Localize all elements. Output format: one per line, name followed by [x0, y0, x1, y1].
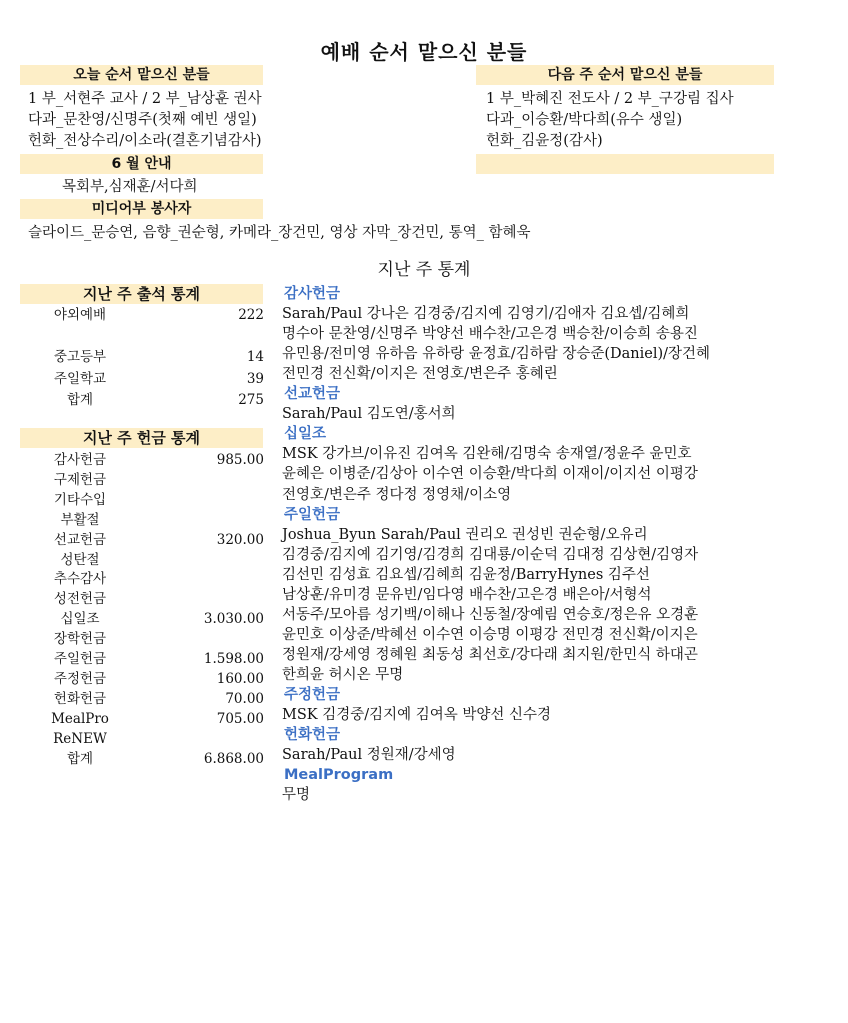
next-week-line: 헌화_김윤정(감사)	[486, 133, 603, 149]
stat-label: 합계	[66, 750, 94, 767]
stat-label: 헌화헌금	[53, 690, 107, 707]
donor-group-heading: MealProgram	[284, 767, 394, 784]
stat-value: 222	[238, 307, 264, 323]
donor-line: Joshua_Byun Sarah/Paul 권리오 권성빈 권순형/오유리	[282, 526, 648, 543]
stat-value: 6.868.00	[203, 750, 264, 767]
stat-label: 성전헌금	[53, 591, 107, 608]
donor-line: 정원재/강세영 정혜원 최동성 최선호/강다래 최지원/한민식 하대곤	[282, 646, 698, 663]
next-week-empty-bar	[476, 154, 774, 174]
donor-line: 윤민호 이상준/박혜선 이수연 이승명 이평강 전민경 전신확/이지은	[282, 626, 698, 643]
stat-label: ReNEW	[53, 730, 107, 747]
donor-group-heading: 십일조	[284, 426, 327, 443]
june-line: 목회부,심재훈/서다희	[62, 179, 198, 195]
donor-line: 명수아 문찬영/신명주 박양선 배수찬/고은경 백승찬/이승희 송용진	[282, 326, 698, 343]
donor-group-heading: 감사헌금	[284, 286, 341, 302]
donor-line: 전민경 전신확/이지은 전영호/변은주 홍혜린	[282, 366, 558, 383]
stat-label: 주일학교	[53, 370, 107, 387]
stat-value: 705.00	[216, 710, 264, 727]
donor-group-heading: 선교헌금	[284, 386, 341, 403]
stat-value: 1.598.00	[203, 651, 264, 667]
stat-label: 합계	[66, 391, 94, 408]
today-line: 헌화_전상수리/이소라(결혼기념감사)	[28, 133, 262, 149]
stat-label: 감사헌금	[53, 452, 107, 468]
media-line: 슬라이드_문승연, 음향_권순형, 카메라_장건민, 영상 자막_장건민, 통역_ 함혜욱	[28, 225, 531, 241]
stat-label: 기타수입	[53, 491, 107, 508]
stat-label: 중고등부	[53, 349, 107, 366]
stat-value: 320.00	[216, 531, 264, 548]
stat-label: 부활절	[60, 511, 100, 528]
next-week-line: 1 부_박혜진 전도사 / 2 부_구강림 집사	[486, 91, 734, 107]
donor-line: 김경중/김지예 김기영/김경희 김대룡/이순덕 김대정 김상현/김영자	[282, 546, 699, 563]
donor-line: Sarah/Paul 강나은 김경중/김지예 김영기/김애자 김요셉/김혜희	[282, 306, 690, 323]
donor-line: 한희윤 허시온 무명	[282, 666, 404, 683]
donor-line: 서동주/모아름 성기백/이해나 신동철/장예림 연승호/정은유 오경훈	[282, 606, 699, 623]
media-header: 미디어부 봉사자	[20, 199, 263, 219]
stat-label: 성탄절	[60, 551, 100, 568]
stat-label: MealPro	[51, 710, 109, 727]
next-week-header: 다음 주 순서 맡으신 분들	[476, 65, 774, 85]
stat-label: 선교헌금	[53, 531, 107, 548]
stat-label: 추수감사	[53, 571, 107, 588]
today-line: 1 부_서현주 교사 / 2 부_남상훈 권사	[28, 91, 262, 107]
stat-value: 275	[238, 391, 264, 408]
page-title: 예배 순서 맡으신 분들	[320, 40, 528, 64]
donor-line: 전영호/변은주 정다정 정영채/이소영	[282, 486, 512, 503]
stat-label: 주일헌금	[53, 651, 107, 667]
stat-value: 160.00	[216, 670, 264, 687]
donor-line: 김선민 김성효 김요셉/김혜희 김윤정/BarryHynes 김주선	[282, 566, 650, 583]
stat-value: 14	[246, 349, 264, 366]
next-week-line: 다과_이승환/박다희(유수 생일)	[486, 112, 683, 128]
donor-line: MSK 강가브/이유진 김여옥 김완해/김명숙 송재열/정윤주 윤민호	[282, 446, 692, 463]
attendance-header: 지난 주 출석 통계	[20, 284, 263, 304]
stat-label: 십일조	[60, 611, 100, 628]
today-line: 다과_문찬영/신명주(첫째 예빈 생일)	[28, 112, 257, 128]
stat-value: 70.00	[225, 690, 264, 707]
stat-value: 39	[246, 370, 264, 387]
donor-line: 윤혜은 이병준/김상아 이수연 이승환/박다희 이재이/이지선 이평강	[282, 466, 698, 483]
donor-line: 남상훈/유미경 문유빈/임다영 배수찬/고은경 배은아/서형석	[282, 586, 652, 603]
today-header: 오늘 순서 맡으신 분들	[20, 65, 263, 85]
donor-line: Sarah/Paul 김도연/홍서희	[282, 406, 456, 423]
stat-label: 야외예배	[53, 307, 107, 323]
donor-line: Sarah/Paul 정원재/강세영	[282, 747, 456, 764]
stat-label: 주정헌금	[53, 670, 107, 687]
stat-label: 구제헌금	[53, 471, 107, 488]
donor-line: MSK 김경중/김지예 김여옥 박양선 신수경	[282, 707, 552, 724]
donor-line: 유민용/전미영 유하음 유하랑 윤정효/김하람 장승준(Daniel)/장건혜	[282, 346, 711, 363]
donor-group-heading: 주정헌금	[284, 687, 341, 703]
stat-value: 985.00	[216, 452, 264, 468]
donor-group-heading: 주일헌금	[284, 506, 341, 523]
stat-label: 장학헌금	[53, 631, 107, 648]
offering-header: 지난 주 헌금 통계	[20, 428, 263, 448]
stat-value: 3.030.00	[203, 611, 264, 628]
donor-line: 무명	[282, 787, 311, 804]
donor-group-heading: 헌화헌금	[284, 727, 341, 744]
stats-title: 지난 주 통계	[377, 260, 471, 280]
june-header: 6 월 안내	[20, 154, 263, 174]
